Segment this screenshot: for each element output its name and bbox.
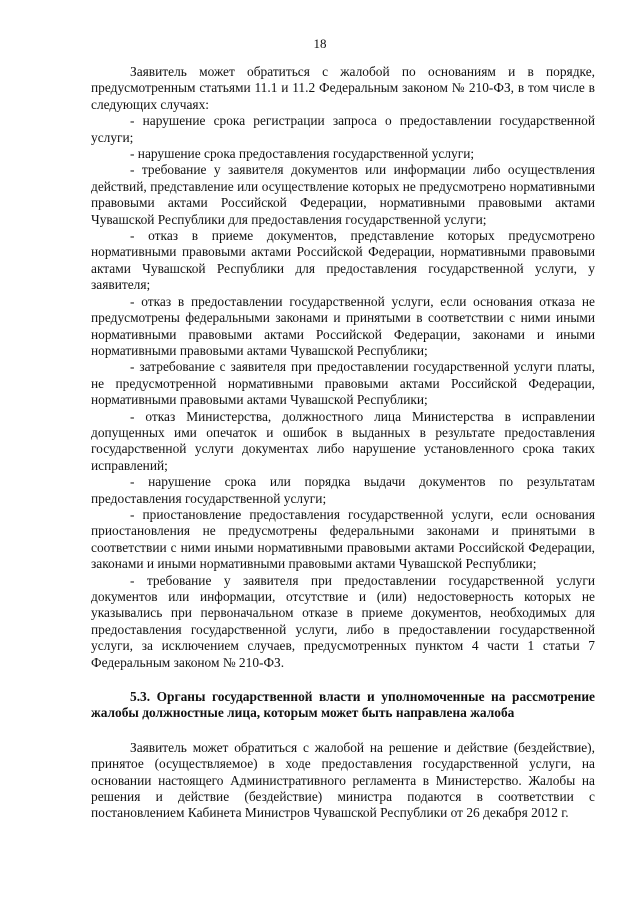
list-item-document-requirement: - требование у заявителя документов или информации либо осуществления действий, представление или осуществление которых не предусмотрено нормативными правовыми актами Российской Федерации, нормативными правовыми актами Чувашской Республики для предоставления государственной услуги; (91, 162, 595, 227)
list-item-suspension: - приостановление предоставления государственной услуги, если основания приостановления не предусмотрены федеральными законами и принятыми в соответствии с ними иными нормативными правовыми актами Российской Федерации, законами и иными нормативными правовыми актами Чувашской Республики; (91, 506, 595, 572)
list-item-issuance-violation: - нарушение срока или порядка выдачи документов по результатам предоставления государственной услуги; (91, 474, 595, 506)
list-item-unstated-documents: - требование у заявителя при предоставлении государственной услуги документов или информации, отсутствие и (или) недостоверность которых не указывались при первоначальном отказе в приеме документов, необходимых для предоставления государственной услуги, либо в предоставлении государственной услуги, за исключением случаев, предусмотренных пунктом 4 части 1 статьи 7 Федеральным законом № 210-ФЗ. (91, 572, 595, 670)
section-heading: 5.3. Органы государственной власти и уполномоченные на рассмотрение жалобы должностные лица, которым может быть направлена жалоба (91, 689, 595, 721)
paragraph-closing: Заявитель может обратиться с жалобой на решение и действие (бездействие), принятое (осуществляемое) в ходе предоставления государственной услуги, на основании настоящего Административного регламента в Министерство. Жалобы на решения и действие (бездействие) министра подаются в соответствии с постановлением Кабинета Министров Чувашской Республики от 26 декабря 2012 г. (91, 739, 595, 821)
list-item-correction-refusal: - отказ Министерства, должностного лица Министерства в исправлении допущенных ими опечаток и ошибок в выданных в результате предоставления государственной услуги документах либо нарушение установленного срока таких исправлений; (91, 408, 595, 473)
list-item-service-refusal: - отказ в предоставлении государственной услуги, если основания отказа не предусмотрены федеральными законами и принятыми в соответствии с ними иными нормативными правовыми актами Российской Федерации, законами и иными нормативными правовыми актами Чувашской Республики; (91, 293, 595, 358)
document-body (91, 64, 595, 822)
list-item-service-term: - нарушение срока предоставления государственной услуги; (130, 146, 475, 162)
page-number: 18 (313, 36, 327, 51)
list-item-document-refusal: - отказ в приеме документов, представление которых предусмотрено нормативными правовыми актами Российской Федерации, нормативными правовыми актами Чувашской Республики для предоставления государственной услуги, у заявителя; (91, 228, 595, 293)
list-item-registration-term: - нарушение срока регистрации запроса о предоставлении государственной услуги; (91, 113, 595, 145)
paragraph-intro: Заявитель может обратиться с жалобой по основаниям и в порядке, предусмотренным статьями 11.1 и 11.2 Федеральным законом № 210-ФЗ, в том числе в следующих случаях: (91, 64, 595, 112)
list-item-fee-demand: - затребование с заявителя при предоставлении государственной услуги платы, не предусмотренной нормативными правовыми актами Российской Федерации, нормативными правовыми актами Чувашской Республики; (91, 359, 595, 408)
